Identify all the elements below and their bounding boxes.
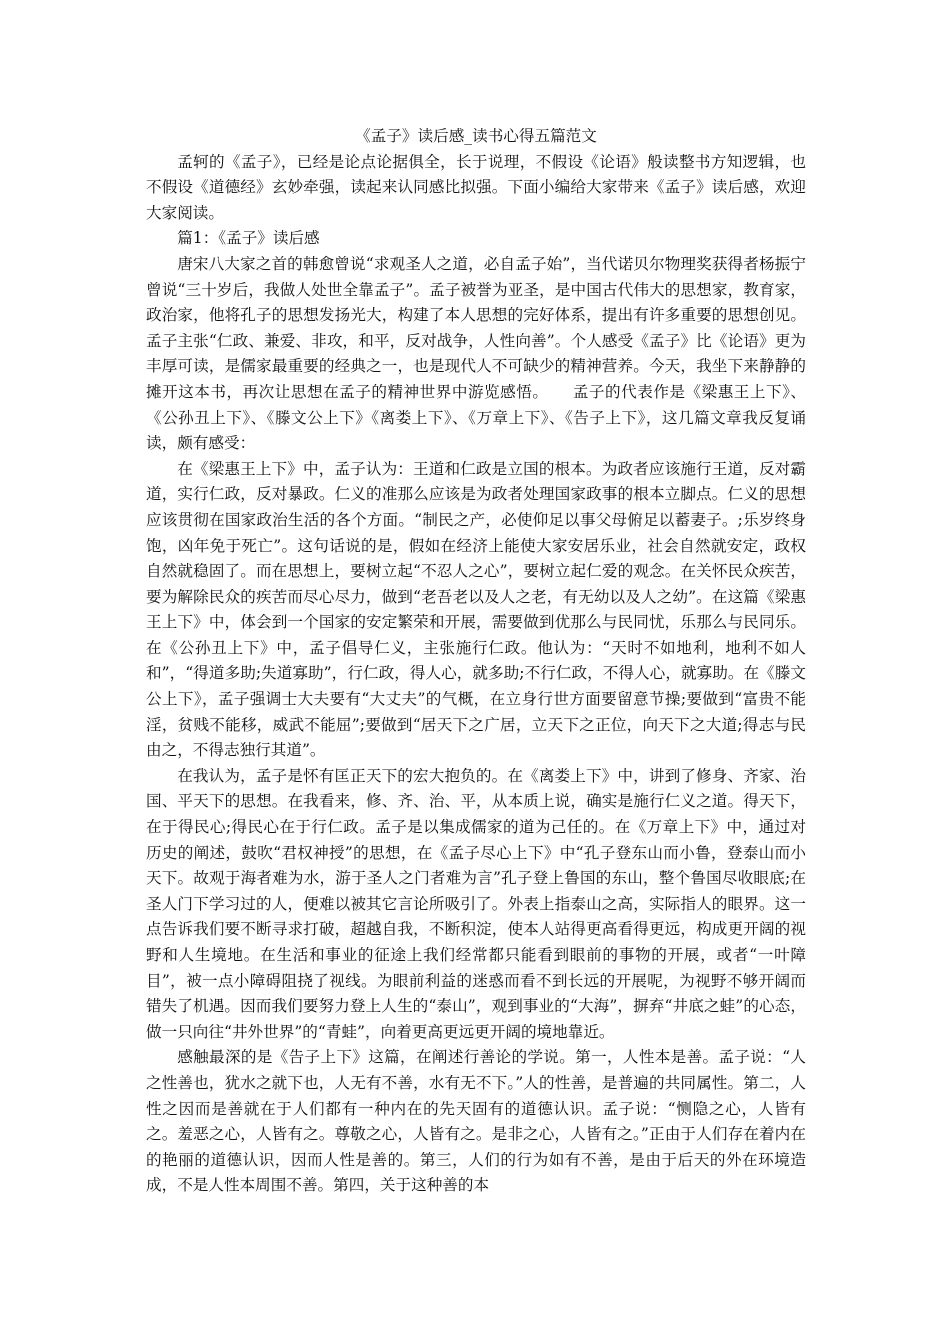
- section-title: 篇1：《孟子》读后感: [177, 229, 320, 248]
- body-paragraph-2: 在《梁惠王上下》中，孟子认为：王道和仁政是立国的根本。为政者应该施行王道，反对霸道，实行仁政，反对暴政。仁义的准那么应该是为政者处理国家政事的根本立脚点。仁义的思想应该贯彻在国家政治生活的各个方面。“制民之产，必使仰足以事父母俯足以蓄妻子。;乐岁终身饱，凶年免于死亡”。这句话说的是，假如在经济上能使大家安居乐业，社会自然就安定，政权自然就稳固了。而在思想上，要树立起“不忍人之心”，要树立起仁爱的观念。在关怀民众疾苦，要为解除民众的疾苦而尽心尽力，做到“老吾老以及人之老，有无幼以及人之幼”。在这篇《梁惠王上下》中，体会到一个国家的安定繁荣和开展，需要做到优那么与民同忧，乐那么与民同乐。在《公孙丑上下》中，孟子倡导仁义，主张施行仁政。他认为：“天时不如地利，地利不如人和”，“得道多助;失道寡助”，行仁政，得人心，就多助;不行仁政，不得人心，就寡助。在《滕文公上下》，孟子强调士大夫要有“大丈夫”的气概，在立身行世方面要留意节操;要做到“富贵不能淫，贫贱不能移，威武不能屈”;要做到“居天下之广居，立天下之正位，向天下之大道;得志与民由之，不得志独行其道”。: [146, 459, 806, 760]
- body-paragraph-3: 在我认为，孟子是怀有匡正天下的宏大抱负的。在《离娄上下》中，讲到了修身、齐家、治国、平天下的思想。在我看来，修、齐、治、平，从本质上说，确实是施行仁义之道。得天下，在于得民心;得民心在于行仁政。孟子是以集成儒家的道为己任的。在《万章上下》中，通过对历史的阐述，鼓吹“君权神授”的思想，在《孟子尽心上下》中“孔子登东山而小鲁，登泰山而小天下。故观于海者难为水，游于圣人之门者难为言”孔子登上鲁国的东山，整个鲁国尽收眼底;在圣人门下学习过的人，便难以被其它言论所吸引了。外表上指泰山之高，实际指人的眼界。这一点告诉我们要不断寻求打破，超越自我，不断积淀，使本人站得更高看得更远，构成更开阔的视野和人生境地。在生活和事业的征途上我们经常都只能看到眼前的事物的开展，或者“一叶障目”，被一点小障碍阻挠了视线。为眼前利益的迷惑而看不到长远的开展呢，为视野不够开阔而错失了机遇。因而我们要努力登上人生的“泰山”，观到事业的“大海”，摒弃“井底之蛙”的心态，做一只向往“井外世界”的“青蛙”，向着更高更远更开阔的境地靠近。: [146, 766, 806, 1041]
- document-page: [146, 124, 806, 1199]
- document-title: 《孟子》读后感_读书心得五篇范文: [355, 127, 597, 145]
- intro-paragraph: 孟轲的《孟子》，已经是论点论据俱全，长于说理，不假设《论语》般读整书方知逻辑，也不假设《道德经》玄妙牵强，读起来认同感比拟强。下面小编给大家带来《孟子》读后感，欢迎大家阅读。: [146, 152, 806, 222]
- body-paragraph-4: 感触最深的是《告子上下》这篇，在阐述行善论的学说。第一，人性本是善。孟子说：“人之性善也，犹水之就下也，人无有不善，水有无不下。”人的性善，是普遍的共同属性。第二，人性之因而是善就在于人们都有一种内在的先天固有的道德认识。孟子说：“恻隐之心，人皆有之。羞恶之心，人皆有之。尊敬之心，人皆有之。是非之心，人皆有之。”正由于人们存在着内在的艳丽的道德认识，因而人性是善的。第三，人们的行为如有不善，是由于后天的外在环境造成，不是人性本周围不善。第四，关于这种善的本: [146, 1048, 806, 1195]
- body-paragraph-1: 唐宋八大家之首的韩愈曾说“求观圣人之道，必自孟子始”，当代诺贝尔物理奖获得者杨振宁曾说“三十岁后，我做人处世全靠孟子”。孟子被誉为亚圣，是中国古代伟大的思想家，教育家，政治家，他将孔子的思想发扬光大，构建了本人思想的完好体系，提出有许多重要的思想创见。孟子主张“仁政、兼爱、非攻，和平，反对战争，人性向善”。个人感受《孟子》比《论语》更为丰厚可读，是儒家最重要的经典之一，也是现代人不可缺少的精神营养。今天，我坐下来静静的摊开这本书，再次让思想在孟子的精神世界中游览感悟。 孟子的代表作是《梁惠王上下》、《公孙丑上下》、《滕文公上下》《离娄上下》、《万章上下》、《告子上下》，这几篇文章我反复诵读，颇有感受：: [146, 254, 806, 453]
